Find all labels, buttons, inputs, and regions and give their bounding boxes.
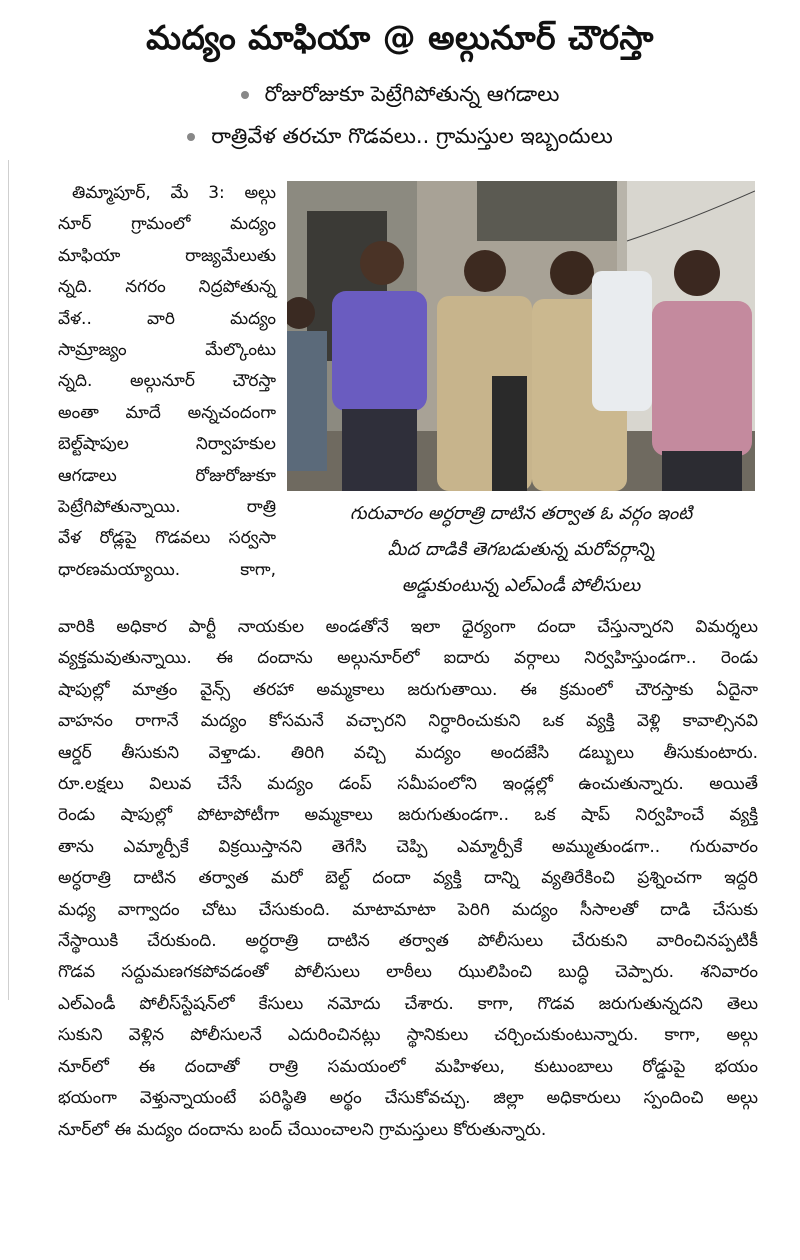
text-line: అంతా మాదే అన్నచందంగా xyxy=(58,402,276,423)
text-line: వ్యక్తమవుతున్నాయి. ఈ దందాను అల్గునూర్‌లో ఐదారు వర్గాలు నిర్వహిస్తుండగా.. రెండు xyxy=(58,648,758,669)
text-line: రూ.లక్షలు విలువ చేసే మద్యం డంప్ సమీపంలోని ఇండ్లల్లో ఉంచుతున్నారు. అయితే xyxy=(58,774,758,795)
text-line: వేళ.. వారి మద్యం xyxy=(58,308,276,329)
caption-line: గురువారం అర్ధరాత్రి దాటిన తర్వాత ఓ వర్గం ఇంటి xyxy=(349,503,693,524)
subhead-2 xyxy=(0,124,800,154)
text-line: వారికి అధికార పార్టీ నాయకుల అండతోనే ఇలా ధైర్యంగా దందా చేస్తున్నారని విమర్శలు xyxy=(58,617,758,637)
text-line: న్నది. నగరం నిద్రపోతున్న xyxy=(58,277,276,298)
text-line: ఎల్‌ఎండీ పోలీస్‌స్టేషన్‌లో కేసులు నమోదు చేశారు. కాగా, గొడవ జరుగుతున్నదని తెలు xyxy=(58,993,758,1014)
text-line: పెట్రేగిపోతున్నాయి. రాత్రి xyxy=(58,497,276,518)
bullet-icon xyxy=(187,133,195,141)
subhead-text: రోజురోజుకూ పెట్రేగిపోతున్న ఆగడాలు xyxy=(264,82,560,106)
caption-line: అడ్డుకుంటున్న ఎల్‌ఎండీ పోలీసులు xyxy=(401,575,641,596)
text-line: రెండు షాపుల్లో పోటాపోటీగా అమ్మకాలు జరుగుతుండగా.. ఒక షాప్ నిర్వహించే వ్యక్తి xyxy=(58,805,758,826)
text-line: నూర్ గ్రామంలో మద్యం xyxy=(58,214,276,235)
text-line: తిమ్మాపూర్, మే 3: అల్గు xyxy=(72,183,276,203)
text-line: బెల్ట్‌షాపుల నిర్వాహకుల xyxy=(58,434,276,455)
intro-column xyxy=(58,178,276,586)
text-line: నేస్థాయికి చేరుకుంది. అర్ధరాత్రి దాటిన తర్వాత పోలీసులు చేరుకుని వారించినప్పటికీ xyxy=(58,931,758,952)
subhead-1 xyxy=(0,82,800,112)
text-line: వేళ రోడ్లపై గొడవలు సర్వసా xyxy=(58,528,276,549)
headline: మద్యం మాఫియా @ అల్గునూర్ చౌరస్తా xyxy=(146,18,654,57)
bullet-icon xyxy=(241,91,249,99)
text-line: నూర్‌లో ఈ దందాతో రాత్రి సమయంలో మహిళలు, కుటుంబాలు రోడ్డుపై భయం xyxy=(58,1056,758,1077)
text-line: వాహనం రాగానే మద్యం కోసమనే వచ్చారని నిర్ధారించుకుని ఒక వ్యక్తి వెళ్లి కావాల్సినవి xyxy=(58,711,758,732)
text-line: భయంగా వెళ్తున్నాయంటే పరిస్థితి అర్థం చేసుకోవచ్చు. జిల్లా అధికారులు స్పందించి అల్గు xyxy=(58,1088,758,1109)
article-body xyxy=(58,612,758,1146)
column-rule xyxy=(8,160,9,1000)
text-line: న్నది. అల్గునూర్ చౌరస్తా xyxy=(58,371,276,392)
text-line: అర్ధరాత్రి దాటిన తర్వాత మరో బెల్ట్ దందా వ్యక్తి దాన్ని వ్యతిరేకించి ప్రశ్నించగా ఇద్దరి xyxy=(58,868,758,889)
photo-illustration xyxy=(287,181,755,491)
text-line: మధ్య వాగ్వాదం చోటు చేసుకుంది. మాటామాటా పెరిగి మద్యం సీసాలతో దాడి చేసుకు xyxy=(58,899,758,920)
text-line: ఆగడాలు రోజురోజుకూ xyxy=(58,465,276,486)
news-photo xyxy=(287,181,755,491)
text-line: షాపుల్లో మాత్రం వైన్స్ తరహా అమ్మకాలు జరుగుతాయి. ఈ క్రమంలో చౌరస్తాకు ఏదైనా xyxy=(58,679,758,700)
text-line: సుకుని వెళ్లిన పోలీసులనే ఎదురించినట్లు స్థానికులు చర్చించుకుంటున్నారు. కాగా, అల్గు xyxy=(58,1025,758,1046)
text-line: మాఫియా రాజ్యమేలుతు xyxy=(58,245,276,266)
subhead-text: రాత్రివేళ తరచూ గొడవలు.. గ్రామస్తుల ఇబ్బందులు xyxy=(211,124,613,148)
text-line: గొడవ సద్దుమణగకపోవడంతో పోలీసులు లాఠీలు ఝులిపించి బుద్ధి చెప్పారు. శనివారం xyxy=(58,962,758,983)
text-line: తాను ఎమ్మార్పీకే విక్రయిస్తానని తెగేసి చెప్పి ఎమ్మార్పీకే అమ్ముతుండగా.. గురువారం xyxy=(58,836,758,857)
text-line: సామ్రాజ్యం మేల్కొంటు xyxy=(58,340,276,361)
text-line: ఆర్డర్ తీసుకుని వెళ్తాడు. తిరిగి వచ్చి మద్యం అందజేసి డబ్బులు తీసుకుంటారు. xyxy=(58,742,758,763)
text-line: ధారణమయ్యాయి. కాగా, xyxy=(58,559,276,580)
photo-caption xyxy=(287,496,755,604)
caption-line: మీద దాడికి తెగబడుతున్న మరోవర్గాన్ని xyxy=(387,539,655,560)
text-line: నూర్‌లో ఈ మద్యం దందాను బంద్ చేయించాలని గ్రామస్తులు కోరుతున్నారు. xyxy=(58,1119,547,1140)
